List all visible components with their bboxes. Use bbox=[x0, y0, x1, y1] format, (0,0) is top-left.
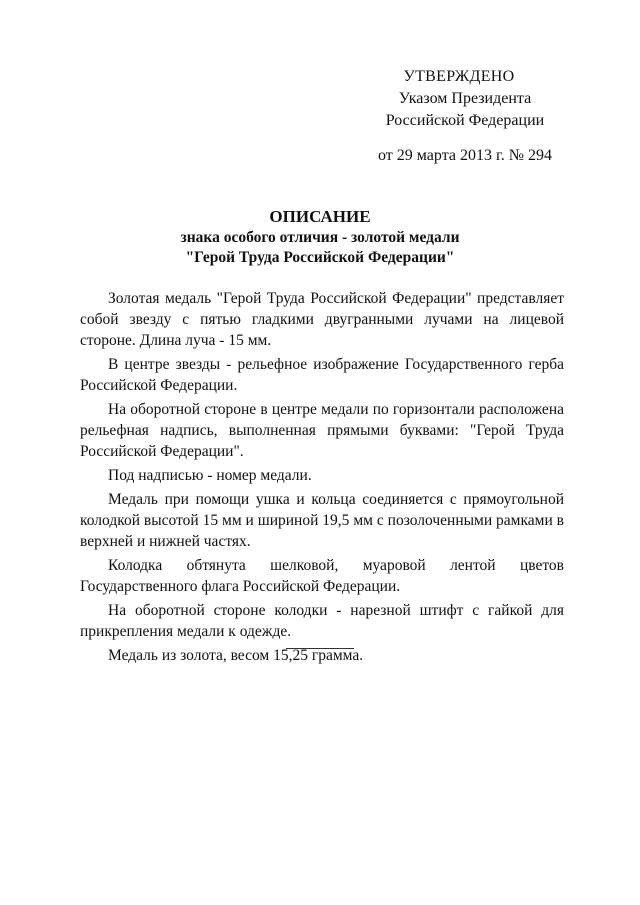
document-heading bbox=[0, 206, 640, 268]
document-title: ОПИСАНИЕ bbox=[269, 207, 371, 226]
body-paragraph: Под надписью - номер медали. bbox=[108, 467, 312, 485]
approval-decree-line: Указом Президента bbox=[398, 90, 532, 107]
approval-block bbox=[355, 66, 575, 167]
body-paragraph: Медаль из золота, весом 15,25 грамма. bbox=[108, 646, 364, 664]
body-paragraph: Медаль при помощи ушка и кольца соединяется с прямоугольной колодкой высотой 15 мм и шириной 19,5 мм с позолоченными рамками в верхней и нижней частях. bbox=[80, 490, 564, 551]
approval-stamp: УТВЕРЖДЕНО bbox=[403, 68, 515, 85]
body-paragraph: В центре звезды - рельефное изображение Государственного герба Российской Федерации. bbox=[80, 356, 564, 395]
body-paragraph: Колодка обтянута шелковой, муаровой лентой цветов Государственного флага Российской Федерации. bbox=[80, 556, 564, 596]
approval-date-line: от 29 марта 2013 г. № 294 bbox=[378, 147, 552, 164]
approval-authority-line: Российской Федерации bbox=[385, 112, 545, 129]
document-body bbox=[80, 288, 564, 668]
body-paragraph: На оборотной стороне колодки - нарезной штифт с гайкой для прикрепления медали к одежде. bbox=[80, 601, 564, 641]
document-subtitle-line-1: знака особого отличия - золотой медали bbox=[180, 229, 460, 246]
document-subtitle-line-2: "Герой Труда Российской Федерации" bbox=[185, 249, 455, 266]
body-paragraph: На оборотной стороне в центре медали по горизонтали расположена рельефная надпись, выполненная прямыми буквами: "Герой Труда Российской Федерации". bbox=[80, 401, 564, 461]
body-paragraph: Золотая медаль "Герой Труда Российской Федерации" представляет собой звезду с пятью гладкими двугранными лучами на лицевой стороне. Длина луча - 15 мм. bbox=[80, 290, 564, 350]
end-divider bbox=[286, 648, 354, 649]
